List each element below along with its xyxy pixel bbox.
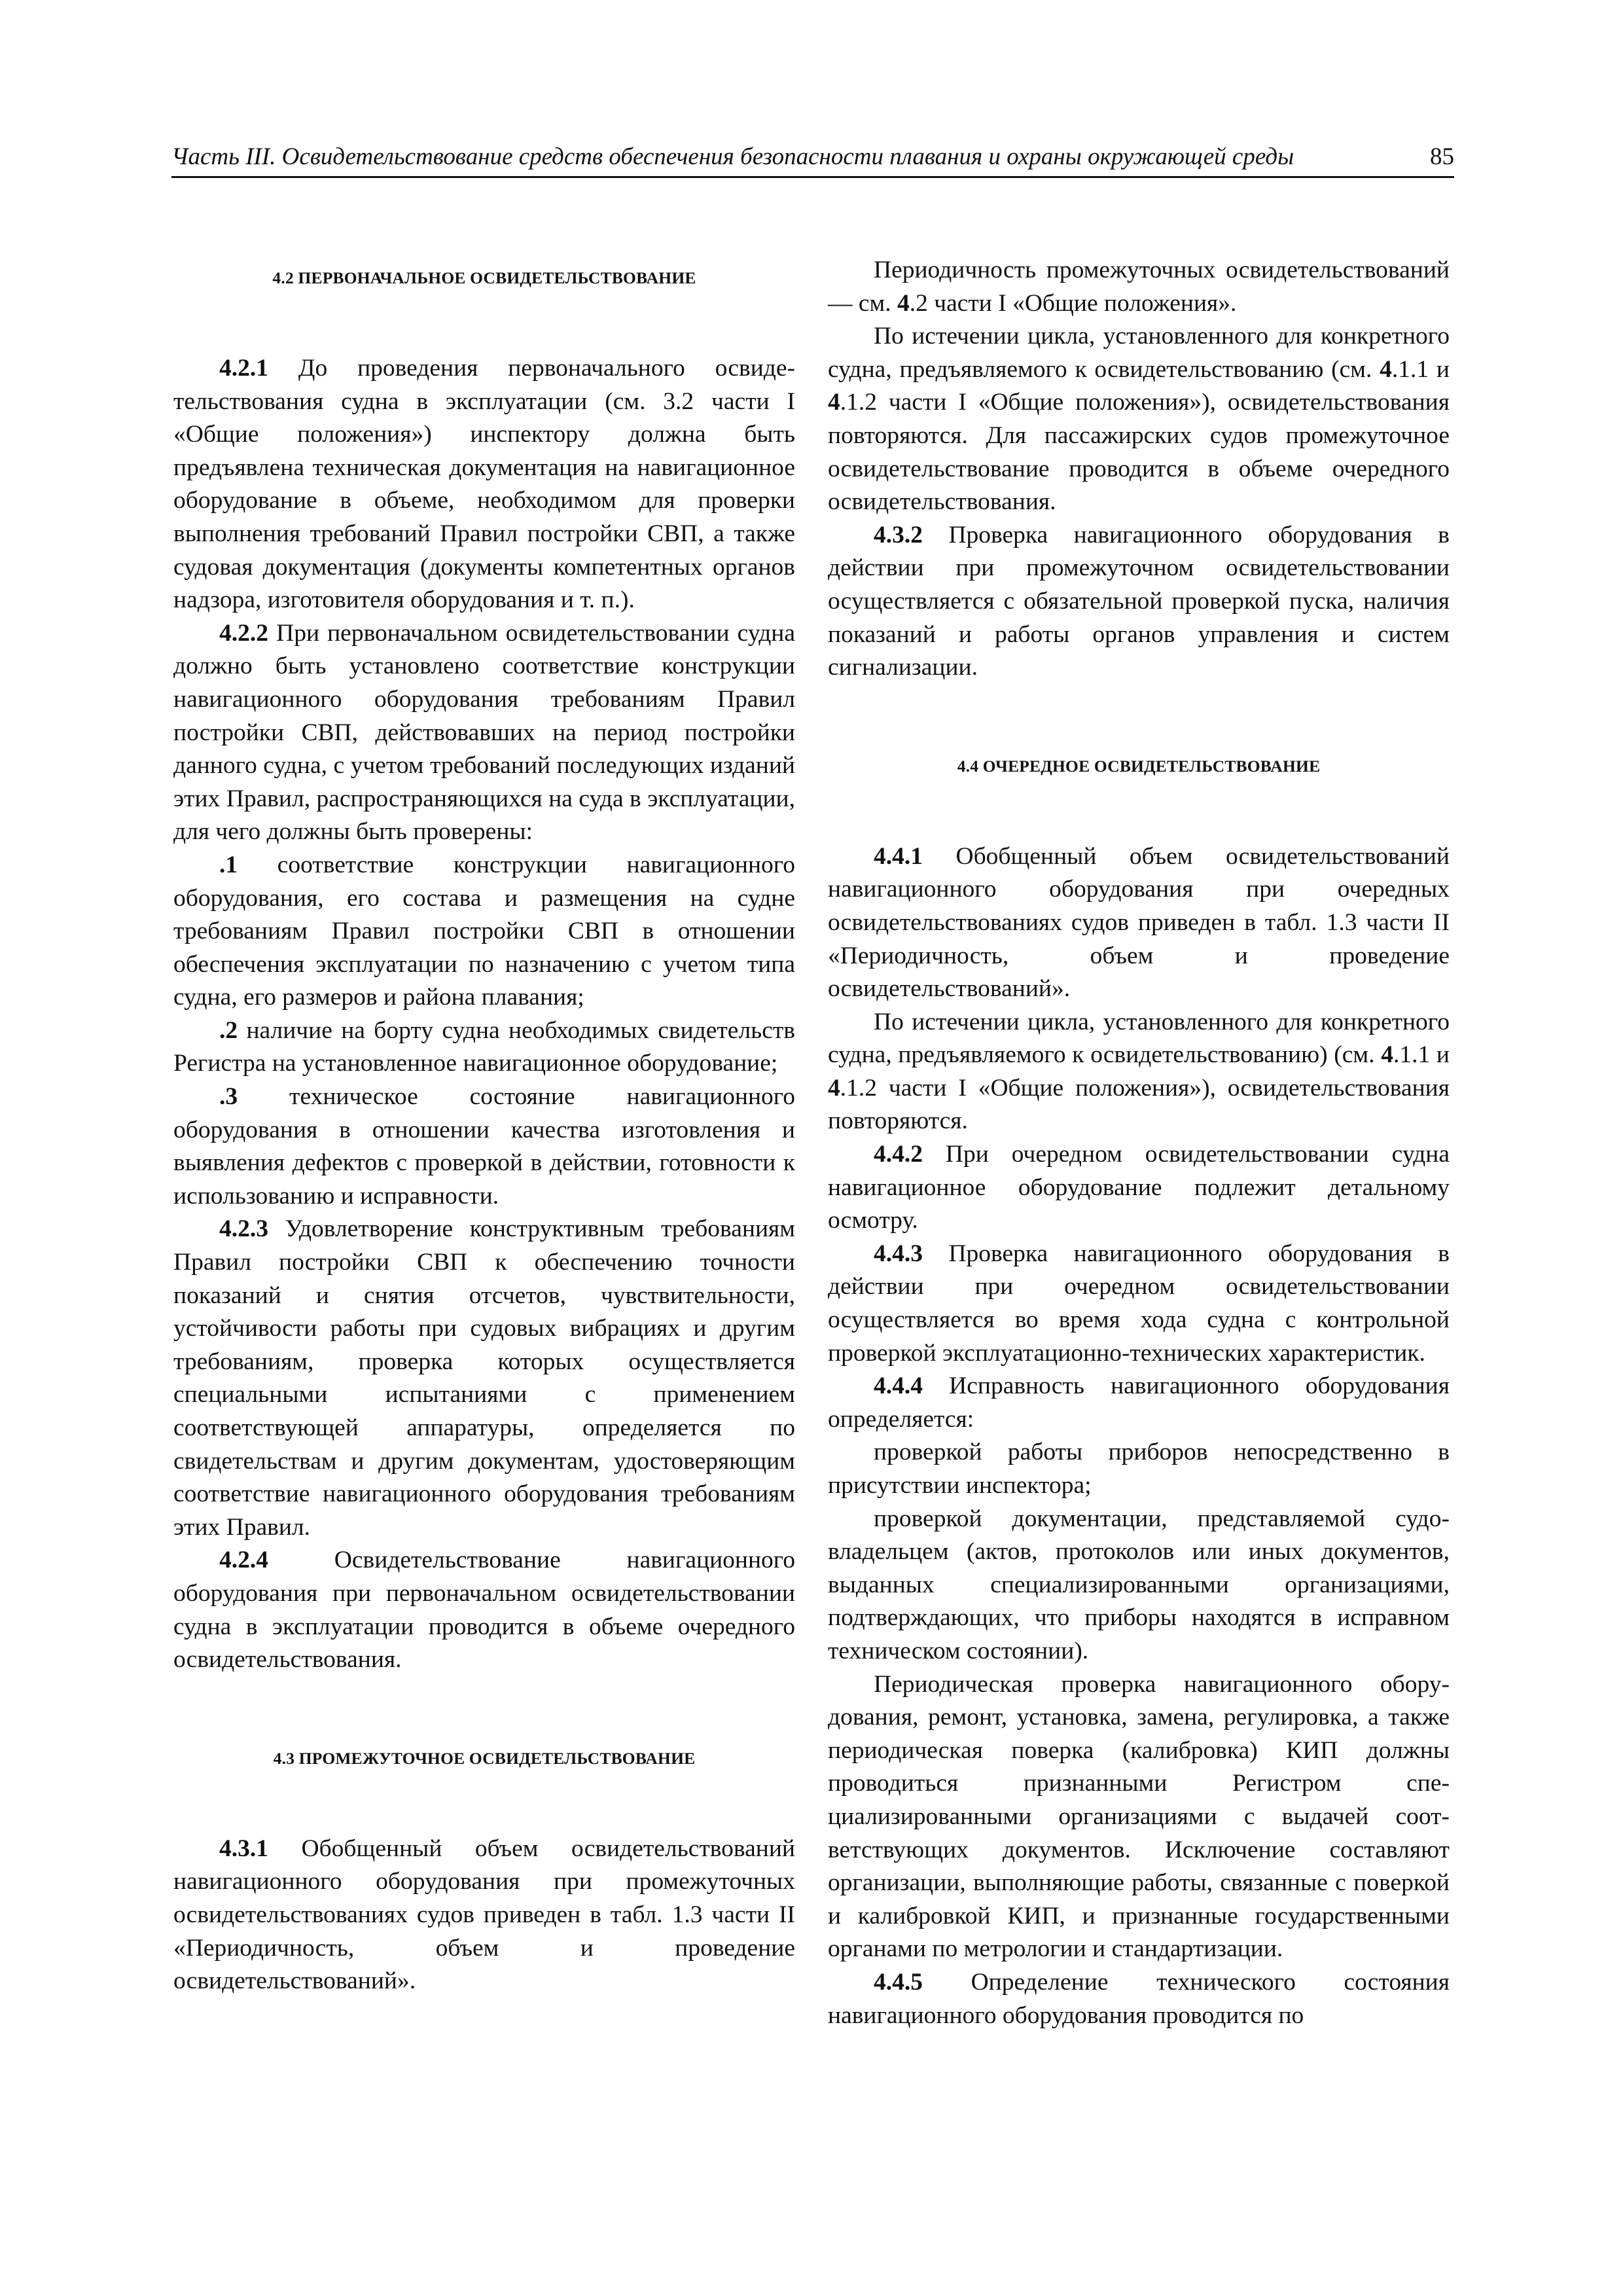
paragraph-4-3-2 [828, 519, 1450, 685]
item-number: .1 [219, 851, 238, 878]
paragraph-text: .2 части I «Общие положения». [909, 289, 1237, 317]
running-header [171, 134, 1454, 178]
paragraph-text: Исправность навигационного оборудования определяется: [828, 1372, 1450, 1433]
paragraph-text: .1.1 и [1391, 355, 1450, 383]
paragraph-4-4-4-b: проверкой документации, представляемой судовладельцем (актов, протоколов или иных документов, выданных специализированными организациями, подтверждающих, что приборы находятся в исправном техническом состоянии). [828, 1505, 1450, 1664]
paragraph-text: Периодичность промежуточных освидетельствований — см. [828, 257, 1450, 317]
clause-number: 4 [828, 1074, 840, 1102]
clause-number: 4 [828, 389, 840, 416]
paragraph-4-3-1 [173, 1833, 795, 1998]
paragraph-4-4-4-c: Периодическая проверка навигационного оборудования, ремонт, установка, замена, регулировка, а также периодическая поверка (калибровка) КИП должны проводиться признанными Регистром специализированными организациями с выдачей соответствующих документов. Исключение составляют организации, выполняющие работы, связанные с поверкой и калибровкой КИП, и признанные государственными органами по метрологии и стандартизации. [828, 1670, 1450, 1963]
paragraph-4-3-1-cycle [828, 320, 1450, 519]
list-item-2 [173, 1014, 795, 1081]
paragraph-text: Освидетельствование навигационного оборудования при первоначальном освидетельствовании судна в эксплуатации проводится в объеме очередного освидетельствования. [173, 1547, 795, 1674]
clause-number: 4.2.4 [219, 1547, 268, 1574]
right-column [828, 254, 1450, 2032]
left-column [173, 254, 795, 1998]
clause-number: 4 [1380, 355, 1392, 383]
paragraph-4-4-1 [828, 840, 1450, 1006]
paragraph-4-4-4 [828, 1370, 1450, 1436]
paragraph-text: При очередном освидетельствовании судна навигационное оборудование подлежит детальному осмотру. [828, 1141, 1450, 1234]
paragraph-4-4-2 [828, 1138, 1450, 1238]
paragraph-text: Обобщенный объем освидетельствований навигационного оборудования при промежуточных освидетельствованиях судов приведен в табл. 1.3 части II «Периодичность, объем и проведение освидетельствований». [173, 1835, 795, 1995]
clause-number: 4 [897, 289, 910, 317]
paragraph-4-3-1-periodicity [828, 254, 1450, 320]
paragraph-text: По истечении цикла, установленного для конкретного судна, предъявляемого к освидетельствованию (см. [828, 323, 1450, 383]
paragraph-4-4-4-a: проверкой работы приборов непосредственно в присутствии инспектора; [828, 1439, 1450, 1499]
paragraph-4-2-3 [173, 1213, 795, 1544]
section-heading-4-3: 4.3 ПРОМЕЖУТОЧНОЕ ОСВИДЕТЕЛЬСТВОВАНИЕ [273, 1748, 696, 1768]
clause-number: 4 [1381, 1041, 1393, 1069]
section-heading-4-4: 4.4 ОЧЕРЕДНОЕ ОСВИДЕТЕЛЬСТВОВАНИЕ [957, 756, 1321, 776]
clause-number: 4.4.2 [874, 1141, 923, 1168]
section-heading-4-2: 4.2 ПЕРВОНАЧАЛЬНОЕ ОСВИДЕТЕЛЬСТВОВАНИЕ [272, 268, 696, 287]
running-title: Часть III. Освидетельствование средств обеспечения безопасности плавания и охраны окружающей среды [171, 143, 1294, 170]
clause-number: 4.4.4 [874, 1372, 923, 1400]
paragraph-4-4-1-cycle [828, 1006, 1450, 1138]
list-item-1 [173, 849, 795, 1014]
clause-number: 4.3.2 [874, 521, 923, 548]
paragraph-4-2-2 [173, 617, 795, 849]
paragraph-text: До проведения первоначального освидетельствования судна в эксплуатации (см. 3.2 части I «Общие положения») инспектору должна быть предъявлена техническая документация на навигационное оборудование в объеме, необходимом для проверки выполнения требований Правил постройки СВП, а также судовая документация (документы компетентных органов надзора, изготовителя оборудования и т. п.). [173, 355, 795, 614]
item-text: соответствие конструкции навигационного оборудования, его состава и размещения на судне требованиям Правил постройки СВП в отношении обеспечения эксплуатации по назначению с учетом типа судна, его размеров и района плавания; [173, 851, 795, 1011]
paragraph-text: .1.2 части I «Общие положения»), освидетельствования повторяются. [828, 1074, 1450, 1135]
list-item-3 [173, 1081, 795, 1213]
clause-number: 4.3.1 [219, 1835, 268, 1862]
clause-number: 4.2.3 [219, 1215, 268, 1243]
paragraph-text: Определение технического состояния навигационного оборудования проводится по [828, 1968, 1450, 2029]
paragraph-4-4-5 [828, 1966, 1450, 2032]
clause-number: 4.4.5 [874, 1968, 923, 1996]
clause-number: 4.2.2 [219, 619, 268, 647]
paragraph-4-2-4 [173, 1544, 795, 1676]
paragraph-text: Обобщенный объем освидетельствований навигационного оборудования при очередных освидетельствованиях судов приведен в табл. 1.3 части II «Периодичность, объем и проведение освидетельствований». [828, 842, 1450, 1003]
paragraph-4-2-1 [173, 352, 795, 617]
paragraph-text: .1.1 и [1393, 1041, 1450, 1069]
paragraph-text: .1.2 части I «Общие положения»), освидетельствования повторяются. Для пассажирских судов промежуточное освидетельствование проводится в объеме очередного освидетельствования. [828, 389, 1450, 516]
clause-number: 4.2.1 [219, 355, 268, 382]
item-number: .3 [219, 1083, 238, 1111]
paragraph-text: По истечении цикла, установленного для конкретного судна, предъявляемого к освидетельствованию) (см. [828, 1008, 1450, 1069]
paragraph-text: Проверка навигационного оборудования в действии при промежуточном освидетельствовании осуществляется с обязательной проверкой пуска, наличия показаний и работы органов управления и систем сигнализации. [828, 521, 1450, 681]
clause-number: 4.4.3 [874, 1240, 923, 1267]
paragraph-4-4-3 [828, 1238, 1450, 1370]
paragraph-text: При первоначальном освидетельствовании судна должно быть установлено соответствие конструкции навигационного оборудования требованиям Правил постройки СВП, действовавших на период постройки данного судна, с учетом требований последующих изданий этих Правил, распространяющихся на суда в эксплуатации, для чего должны быть проверены: [173, 619, 795, 846]
clause-number: 4.4.1 [874, 842, 923, 870]
item-text: техническое состояние навигационного оборудования в отношении качества изготовления и выявления дефектов с проверкой в действии, готовности к использованию и исправности. [173, 1083, 795, 1210]
item-text: наличие на борту судна необходимых свидетельств Регистра на установленное навигационное оборудование; [173, 1016, 795, 1077]
paragraph-text: Проверка навигационного оборудования в действии при очередном освидетельствовании осуществляется во время хода судна с контрольной проверкой эксплуатационно-технических характеристик. [828, 1240, 1450, 1367]
page-number: 85 [1430, 143, 1454, 170]
item-number: .2 [219, 1016, 238, 1044]
paragraph-text: Удовлетворение конструктивным требованиям Правил постройки СВП к обеспечению точности показаний и снятия отсчетов, чувствительности, устойчивости работы при судовых вибрациях и другим требованиям, проверка которых осуществляется специальными испытаниями с применением соответствующей аппаратуры, определяется по свидетельствам и другим документам, удостоверяющим соответствие навигационного оборудования требованиям этих Правил. [173, 1215, 795, 1541]
